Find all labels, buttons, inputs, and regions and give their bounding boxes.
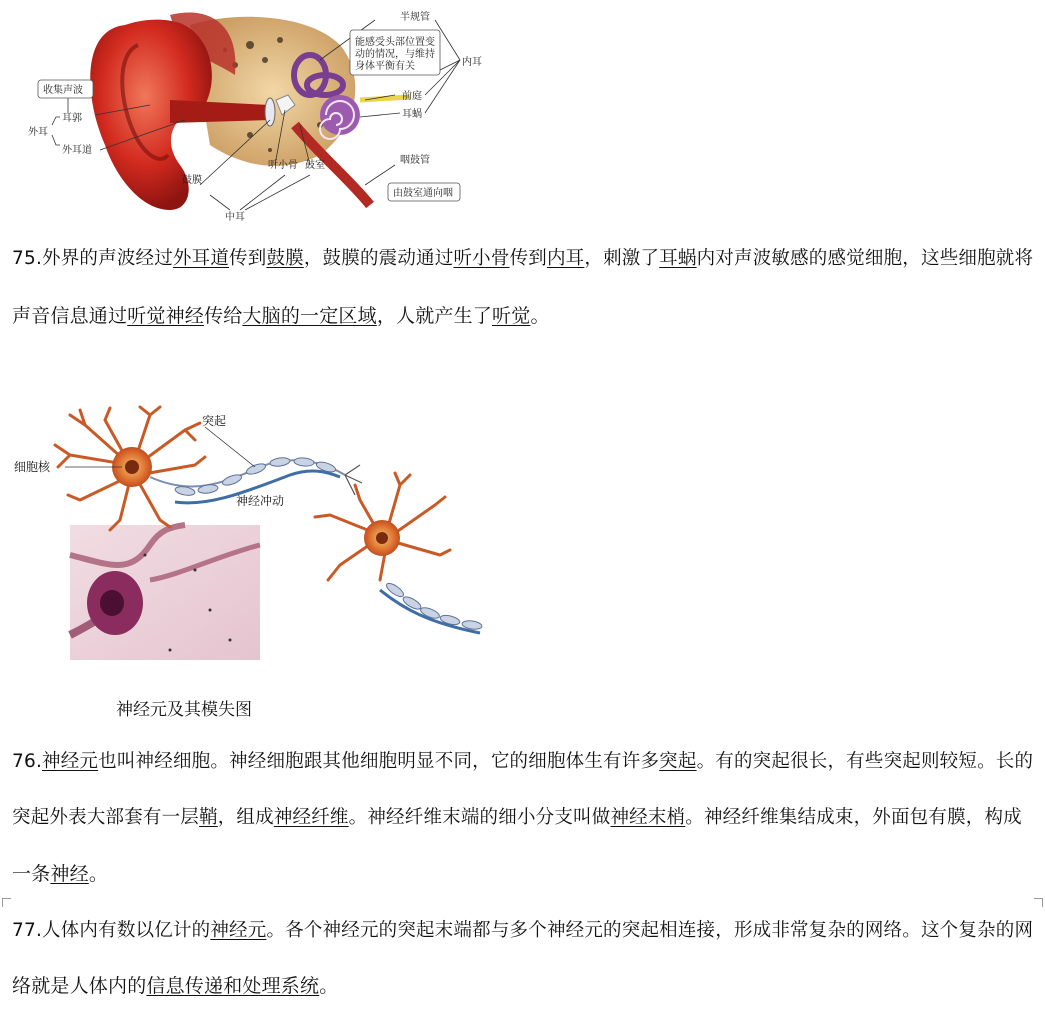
text-segment: 77.人体内有数以亿计的 <box>12 920 211 941</box>
label-eustachian-note: 由鼓室通向咽 <box>393 188 453 199</box>
underlined-term: 内耳 <box>546 248 585 269</box>
micrograph-photo <box>70 525 260 660</box>
text-segment: 76. <box>12 751 43 772</box>
neuron-diagram <box>10 405 500 670</box>
text-segment: ，组成 <box>217 807 274 828</box>
text-segment: 。有的突起很长，有些突起则较短。长的 <box>696 751 1034 772</box>
label-cochlea: 耳蜗 <box>402 109 422 120</box>
neuron-1-nucleus <box>125 460 139 474</box>
neuron-illustration <box>10 405 500 670</box>
text-segment: ，刺激了 <box>584 248 660 269</box>
underlined-term: 信息传递和处理系统 <box>146 975 320 997</box>
eardrum-shape <box>265 98 275 126</box>
crop-mark-left <box>2 898 11 907</box>
underlined-term: 听小骨 <box>453 248 510 269</box>
p75-line-2 <box>12 305 550 327</box>
text-segment: 。 <box>319 975 339 997</box>
underlined-term: 鼓膜 <box>266 248 304 269</box>
label-process: 突起 <box>202 414 227 428</box>
neuron-figure-caption: 神经元及其模失图 <box>116 700 252 720</box>
text-segment: 内对声波敏感的感觉细胞，这些细胞就将 <box>696 248 1034 269</box>
underlined-term: 听觉 <box>492 305 531 327</box>
text-segment: 突起外表大部套有一层 <box>12 807 200 828</box>
label-semicircular-canal: 半规管 <box>400 12 430 23</box>
neuron-2-nucleus <box>376 532 388 544</box>
label-inner-ear: 内耳 <box>462 57 482 68</box>
label-eardrum: 鼓膜 <box>182 175 202 186</box>
text-segment: 一条 <box>12 863 51 885</box>
text-segment: ，鼓膜的震动通过 <box>303 248 454 269</box>
text-segment: 传到 <box>229 248 267 269</box>
p77-line-2 <box>12 975 338 997</box>
underlined-term: 听觉神经 <box>127 305 205 327</box>
ear-diagram <box>20 5 490 225</box>
text-segment: 。各个神经元的突起末端都与多个神经元的突起相连接，形成非常复杂的网络。这个复杂的网 <box>266 920 1034 941</box>
label-vestibule: 前庭 <box>402 91 422 102</box>
underlined-term: 神经末梢 <box>610 807 686 828</box>
text-segment: 。 <box>88 863 109 885</box>
p75-line-1 <box>12 248 1033 270</box>
text-segment: ，人就产生了 <box>376 305 493 327</box>
neuron-1-axon <box>150 457 362 497</box>
p77-line-1 <box>12 920 1033 942</box>
underlined-term: 突起 <box>659 751 697 772</box>
label-outer-ear: 外耳 <box>28 127 48 138</box>
underlined-term: 鞘 <box>199 807 218 828</box>
underlined-term: 大脑的一定区域 <box>242 305 377 327</box>
text-segment: 传到 <box>509 248 547 269</box>
label-ear-canal: 外耳道 <box>62 145 92 156</box>
label-balance-note-1: 能感受头部位置变 <box>355 37 435 48</box>
crop-mark-right <box>1034 898 1043 907</box>
text-segment: 传给 <box>204 305 243 327</box>
neuron-2-axon <box>385 581 483 630</box>
underlined-term: 神经纤维 <box>273 807 349 828</box>
label-auricle: 耳郭 <box>62 113 82 124</box>
label-middle-ear: 中耳 <box>225 212 245 223</box>
underlined-term: 外耳道 <box>172 248 230 269</box>
label-collect-sound: 收集声波 <box>43 85 83 96</box>
p76-line-2 <box>12 807 1022 829</box>
underlined-term: 耳蜗 <box>659 248 697 269</box>
text-segment: 。神经纤维末端的细小分支叫做 <box>348 807 611 828</box>
underlined-term: 神经元 <box>42 751 99 772</box>
label-ossicles: 听小骨 <box>268 160 298 171</box>
label-nucleus: 细胞核 <box>14 460 51 474</box>
underlined-term: 神经 <box>50 863 89 885</box>
label-tympanic-cavity: 鼓室 <box>305 160 325 171</box>
label-balance-note-2: 动的情况，与维持 <box>355 49 435 60</box>
text-segment: 。 <box>530 305 550 327</box>
text-segment: 络就是人体内的 <box>12 975 147 997</box>
underlined-term: 神经元 <box>210 920 267 941</box>
text-segment: 75.外界的声波经过 <box>12 248 173 269</box>
text-segment: 。神经纤维集结成束，外面包有膜，构成 <box>685 807 1022 828</box>
text-segment: 也叫神经细胞。神经细胞跟其他细胞明显不同，它的细胞体生有许多 <box>98 751 660 772</box>
p76-line-3 <box>12 863 108 885</box>
ear-illustration <box>20 5 490 225</box>
label-impulse: 神经冲动 <box>236 494 285 508</box>
label-eustachian-tube: 咽鼓管 <box>400 155 430 166</box>
text-segment: 声音信息通过 <box>12 305 128 327</box>
label-balance-note-3: 身体平衡有关 <box>355 61 415 72</box>
p76-line-1 <box>12 751 1033 773</box>
